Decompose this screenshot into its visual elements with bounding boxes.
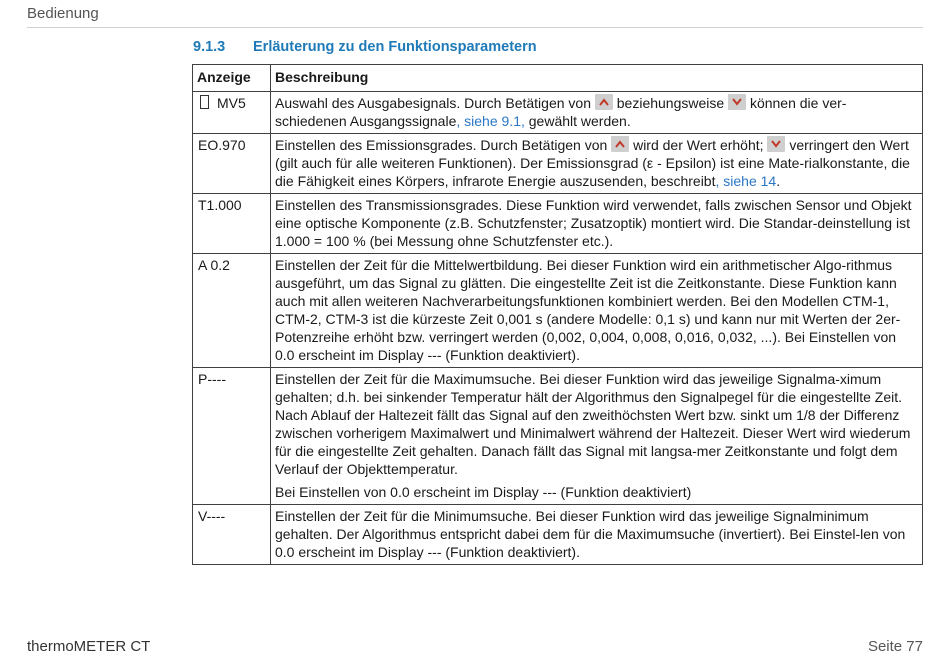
table-header-row — [193, 65, 923, 92]
column-header-description: Beschreibung — [271, 65, 923, 92]
display-code-cell — [193, 92, 271, 134]
description-note: Bei Einstellen von 0.0 erscheint im Display --- (Funktion deaktiviert) — [275, 484, 692, 500]
display-segment-icon — [200, 95, 209, 109]
column-header-display: Anzeige — [193, 65, 271, 92]
description-cell — [271, 368, 923, 505]
arrow-up-icon — [595, 94, 613, 110]
arrow-down-icon — [728, 94, 746, 110]
display-code: MV5 — [217, 95, 246, 111]
description-text: Einstellen des Emissionsgrades. Durch Betätigen von — [275, 137, 612, 153]
description-text: Auswahl des Ausgabesignals. Durch Betätigen von — [275, 95, 595, 111]
table-row — [193, 134, 923, 194]
chapter-header: Bedienung — [27, 5, 99, 22]
table-row — [193, 254, 923, 368]
description-text: wird der Wert erhöht; — [629, 137, 768, 153]
table-row — [193, 505, 923, 565]
description-text: Einstellen der Zeit für die Maximumsuche. Bei dieser Funktion wird das jeweilige Signalma-ximum gehalten; d.h. bei sinkender Temperatur hält der Algorithmus den Signalpegel für die eingestellte Zeit. Nach Ablauf der Haltezeit fällt das Signal auf den zweithöchsten Wert bzw. sinkt um 1/8 der Differenz zwischen vorherigem Maximalwert und Minimalwert während der Haltezeit. Dieser Wert wird wiederum für die eingestellte Zeit gehalten. Danach fällt das Signal mit langsa-mer Zeitkonstante und folgt dem Verlauf der Objekttemperatur. — [275, 371, 911, 477]
description-cell: Einstellen der Zeit für die Minimumsuche. Bei dieser Funktion wird das jeweilige Signalminimum gehalten. Der Algorithmus entspricht dabei dem für die Maximumsuche (invertiert). Bei Einstel-len von 0.0 erscheint im Display --- (Funktion deaktiviert). — [271, 505, 923, 565]
cross-reference-link[interactable]: , siehe 14 — [715, 173, 777, 189]
description-text: gewählt werden. — [524, 113, 631, 129]
display-code-cell: P---- — [193, 368, 271, 505]
footer-page-number: Seite 77 — [867, 638, 923, 655]
function-parameters-table — [192, 64, 923, 565]
display-code-cell: T1.000 — [193, 194, 271, 254]
description-text: beziehungsweise — [612, 95, 729, 111]
description-text: verringert den Wert (gilt auch für alle weiteren Funktionen). Der Emissionsgrad (ε - Epsilon) ist eine Mate-rialkonstante, die die Fähigkeit eines Körpers, infrarote Energie auszusenden, beschreibt — [275, 137, 910, 189]
footer-product-name: thermoMETER CT — [27, 638, 151, 655]
section-heading — [193, 39, 537, 55]
cross-reference-link[interactable]: , siehe 9.1, — [456, 113, 525, 129]
arrow-up-icon — [611, 136, 629, 152]
description-text: . — [776, 173, 781, 189]
table-row — [193, 368, 923, 505]
section-title: Erläuterung zu den Funktionsparametern — [253, 39, 537, 55]
description-cell: Einstellen des Transmissionsgrades. Diese Funktion wird verwendet, falls zwischen Sensor und Objekt eine optische Komponente (z.B. Schutzfenster; Zusatzoptik) montiert wird. Die Standar-deinstellung ist 1.000 = 100 % (bei Messung ohne Schutzfenster etc.). — [271, 194, 923, 254]
table-row — [193, 194, 923, 254]
display-code-cell: EO.970 — [193, 134, 271, 194]
section-number: 9.1.3 — [193, 39, 226, 55]
display-code-cell: V---- — [193, 505, 271, 565]
description-cell — [271, 134, 923, 194]
table-row — [193, 92, 923, 134]
description-cell: Einstellen der Zeit für die Mittelwertbildung. Bei dieser Funktion wird ein arithmetischer Algo-rithmus ausgeführt, um das Signal zu glätten. Die eingestellte Zeit ist die Zeitkonstante. Diese Funktion kann auch mit allen weiteren Nachverarbeitungsfunktionen kombiniert werden. Bei den Modellen CTM-1, CTM-2, CTM-3 ist die kürzeste Zeit 0,001 s (andere Modelle: 0,1 s) und kann nur mit Werten der 2er-Potenzreihe erhöht bzw. verringert werden (0,002, 0,004, 0,008, 0,016, 0,032, ...). Bei Einstellen von 0.0 erscheint im Display --- (Funktion deaktiviert). — [271, 254, 923, 368]
description-text: können die ver-schiedenen Ausgangssignale — [275, 95, 847, 129]
header-divider — [27, 27, 923, 28]
arrow-down-icon — [767, 136, 785, 152]
description-cell — [271, 92, 923, 134]
display-code-cell: A 0.2 — [193, 254, 271, 368]
